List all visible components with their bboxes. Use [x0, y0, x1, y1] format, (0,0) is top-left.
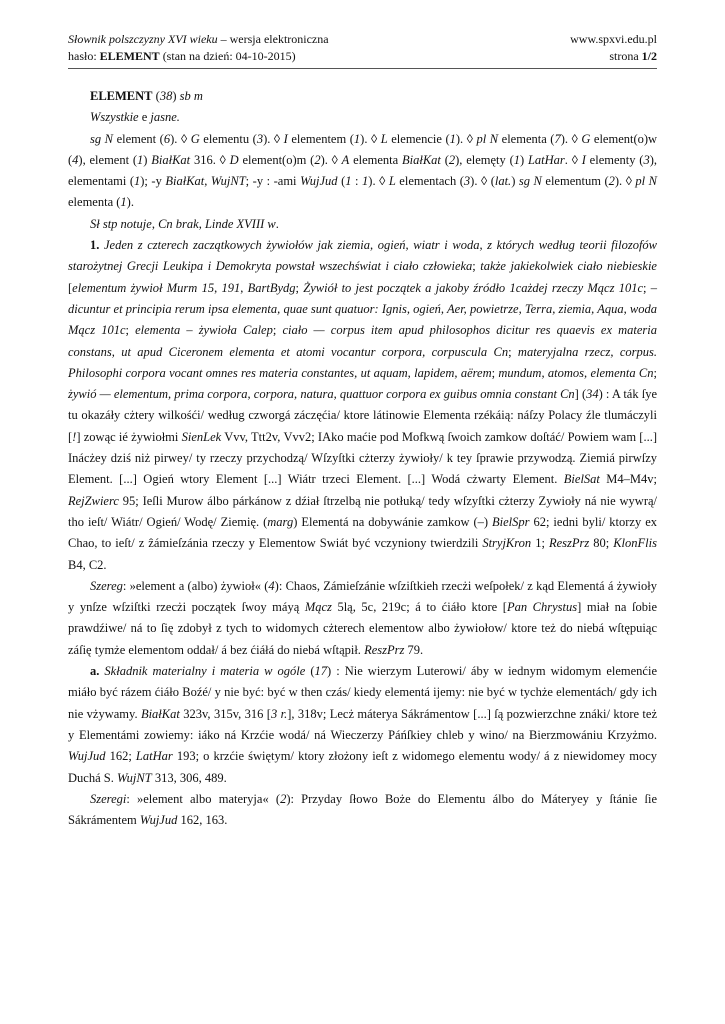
dictionary-subtitle: – wersja elektroniczna	[217, 32, 329, 46]
entry-date: (stan na dzień: 04-10-2015)	[159, 49, 296, 63]
sense-1-paragraph: 1. Jeden z czterech zaczątkowych żywiołów jak ziemia, ogień, wiatr i woda, z których według teorii filozofów starożytnej Grecji Leukipa i Demokryta powstał wszechświat i ciało człowieka; także jakiekolwiek ciało niebieskie [elementum żywioł Murm 15, 191, BartBydg; Żywiół to jest początek a jakoby źródło 1cażdej rzeczy Mącz 101c; – dicuntur et principia rerum ipsa elementa, quae sunt quatuor: Ignis, ogień, Aer, powietrze, Terra, ziemia, Aqua, woda Mącz 101c; elementa – żywioła Calep; ciało — corpus item apud philosophos dicitur res quaevis ex materia constans, ut apud Ciceronem elementa et atomi vocantur corpora, corpuscula Cn; materyjalna rzecz, corpus. Philosophi corpora vocant omnes res materia constantes, ut aquam, lapidem, aërem; mundum, atomos, elementa Cn; żywió — elementum, prima corpora, corpora, natura, quattuor corpora ex guibus omnia constant Cn] (34) : A ták ſye tu okazáły cżtery wilkośći/ według czworgá záczęćia/ ktore látinowie Elementa rzékáią: náſzy Polacy źle tlumáczyli [!] zowąc ié żywiołmi SienLek Vvv, Ttt2v, Vvv2; IAko maćie pod Mofkwą ſwoich zamkow doſtáć/ Powiem wam [...] Inácżey dziś niż pirwey/ ty rzeczy przychodzą/ Wſzyſtki cżterzy żywioły/ k tey ſprawie przywodzą. Ziemiá pirwſzy Element. [...] Ogień wtory Element [...] Wiátr trzeci Element. [...] Wodá cżwarty Element. BielSat M4–M4v; RejZwierc 95; Ieſli Murow álbo párkánow z dźiał ſtrzelbą nie potłuką/ tedy wſzyſtki cżterzy Zywioły ná nie wywrą/ tho ieſt/ Wiátr/ Ogień/ Wodę/ Ziemię. (marg) Elementá na dobywánie zamkow (–) BielSpr 62; iedni byli/ ktorzy ex Chao, to ieſt/ z ẑámieſzánia rzeczy y Elementow Swiát być vczyniony twierdzili StryjKron 1; ReszPrz 80; KlonFlis B4, C2.	[68, 238, 658, 572]
site-url[interactable]: www.spxvi.edu.pl	[570, 32, 657, 46]
sources-note: Sł stp notuje, Cn brak, Linde XVIII w.	[90, 216, 279, 231]
headword: ELEMENT	[90, 89, 153, 103]
entry-headword-line: ELEMENT (38) sb m	[90, 89, 203, 103]
header-line-1	[68, 31, 657, 48]
sense-a-paragraph: a. Składnik materialny i materia w ogóle (17) : Nie wierzym Luterowi/ áby w iednym widomym elemenćie miáło być rázem ćiáło Boźé/ y nie być: być w then czás/ kiedy elementá ijemy: nie być w tychże elementách/ gdy ich nie vżywamy. BiałKat 323v, 315v, 316 [3 r.], 318v; Lecż máterya Sákrámentow [...] ſą pozwierzchne znáki/ ktore też y Elementámi zowiemy: iáko ná Krzćie wodá/ ná Wieczerzy Páńſkiey chleb y wino/ na Bierzmowániu Krzyżmo. WujJud 162; LatHar 193; o krzćie świętym/ ktory złożony ieſt z widomego elementu wody/ á z niewidomey mocy Duchá S. WujNT 313, 306, 489.	[68, 664, 657, 785]
entry-label: hasło:	[68, 49, 100, 63]
header-divider	[68, 68, 657, 69]
part-of-speech: sb m	[179, 89, 203, 103]
szereg-1-paragraph: Szereg: »element a (albo) żywioł« (4): Chaos, Zámieſzánie wſziſtkieh rzecżi weſpołek/ z kąd Elementá á żywioły y ynſze wſziſtki rzecżi początek ſwoy máyą Mącz 5lą, 5c, 219c; á to ćiáło ktore [Pan Chrystus] miał na ſobie prawdźiwe/ ná to ſię zdobył z tych to widomych cżterech elementow albo żywiołow/ ktore też do niebá wſtępuiąc záſię tymże elementom oddał/ á bez ćiáłá do niebá wſtąpił. ReszPrz 79.	[68, 578, 658, 657]
inflection-paragraph: sg N element (6). ◊ G elementu (3). ◊ I elementem (1). ◊ L elemencie (1). ◊ pl N elementa (7). ◊ G element(o)w (4), element (1) BiałKat 316. ◊ D element(o)m (2). ◊ A elementa BiałKat (2), elemęty (1) LatHar. ◊ I elementy (3), elementami (1); -y BiałKat, WujNT; -y : -ami WujJud (1 : 1). ◊ L elementach (3). ◊ (lat.) sg N elementum (2). ◊ pl N elementa (1).	[68, 131, 658, 210]
header-line-2	[68, 48, 657, 65]
entry-word: ELEMENT	[99, 49, 160, 63]
frequency-note: Wszystkie e jasne.	[90, 110, 180, 125]
dictionary-title: Słownik polszczyzny XVI wieku	[68, 32, 218, 46]
entry-body	[68, 86, 657, 831]
szereg-2-paragraph: Szeregi: »element albo materyja« (2): Przyday ſłowo Boże do Elementu álbo do Máteryey y ſtánie ſie Sákrámentem WujJud 162, 163.	[68, 791, 657, 828]
page-indicator: strona 1/2	[609, 49, 657, 63]
